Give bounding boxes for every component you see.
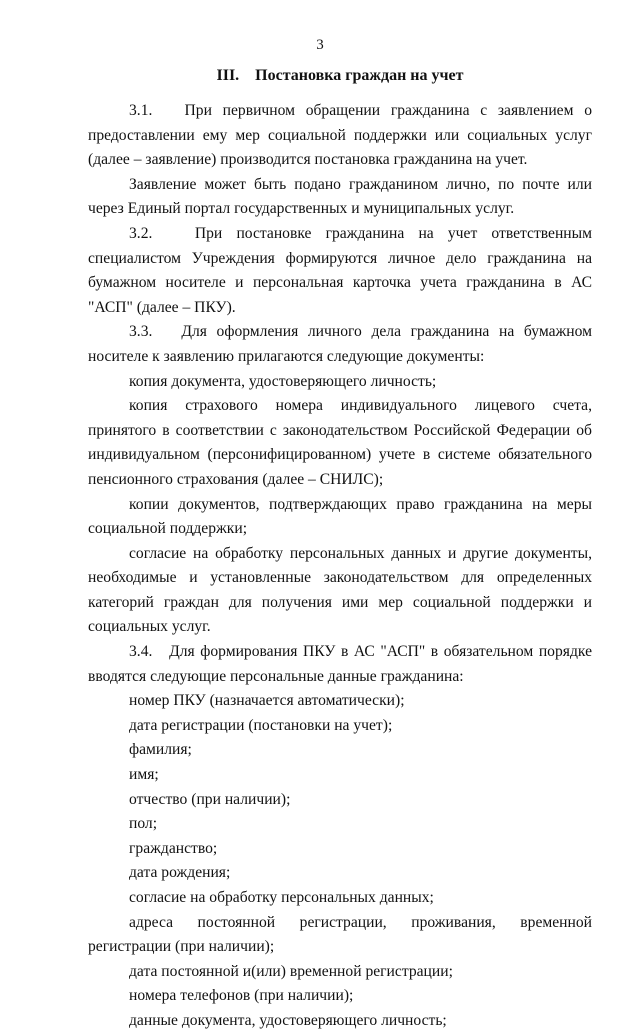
page-number: 3 — [316, 37, 324, 53]
list-item: копии документов, подтверждающих право гражданина на меры социальной поддержки; — [88, 495, 592, 538]
paragraph-3-4: 3.4. Для формирования ПКУ в АС "АСП" в обязательном порядке вводятся следующие персональные данные гражданина: — [88, 643, 592, 685]
list-item: имя; — [129, 766, 159, 784]
list-item: пол; — [129, 815, 158, 833]
document-body — [88, 99, 592, 1034]
paragraph-3-3: 3.3. Для оформления личного дела гражданина на бумажном носителе к заявлению прилагаются следующие документы: — [88, 323, 592, 365]
list-item: копия страхового номера индивидуального лицевого счета, принятого в соответствии с законодательством Российской Федерации об индивидуальном (персонифицированном) учете в системе обязательного пенсионного страхования (далее – СНИЛС); — [88, 397, 592, 488]
list-item: отчество (при наличии); — [129, 790, 291, 808]
list-item: фамилия; — [129, 741, 192, 759]
list-item: дата постоянной и(или) временной регистрации; — [129, 962, 453, 980]
list-item: согласие на обработку персональных данных; — [129, 889, 434, 906]
list-item: дата рождения; — [129, 864, 231, 882]
list-item: данные документа, удостоверяющего личность; — [129, 1011, 447, 1029]
paragraph-3-2: 3.2. При постановке гражданина на учет ответственным специалистом Учреждения формируются личное дело гражданина на бумажном носителе и персональная карточка учета гражданина в АС "АСП" (далее – ПКУ). — [88, 224, 592, 316]
paragraph-submission: Заявление может быть подано гражданином лично, по почте или через Единый портал государственных и муниципальных услуг. — [88, 175, 592, 218]
list-item: копия документа, удостоверяющего личность; — [129, 372, 437, 390]
list-item: гражданство; — [129, 839, 218, 857]
list-item: номера телефонов (при наличии); — [129, 987, 354, 1005]
list-item: номер ПКУ (назначается автоматически); — [129, 692, 405, 710]
list-item: согласие на обработку персональных данных и другие документы, необходимые и установленные законодательством для определенных категорий граждан для получения ими мер социальной поддержки и социальных услуг. — [88, 544, 592, 636]
section-title: III. Постановка граждан на учет — [216, 67, 464, 84]
list-item: адреса постоянной регистрации, проживания, временной регистрации (при наличии); — [88, 913, 592, 956]
list-item: дата регистрации (постановки на учет); — [129, 716, 393, 734]
paragraph-3-1: 3.1. При первичном обращении гражданина с заявлением о предоставлении ему мер социальной поддержки или социальных услуг (далее – заявление) производится постановка гражданина на учет. — [88, 102, 592, 169]
